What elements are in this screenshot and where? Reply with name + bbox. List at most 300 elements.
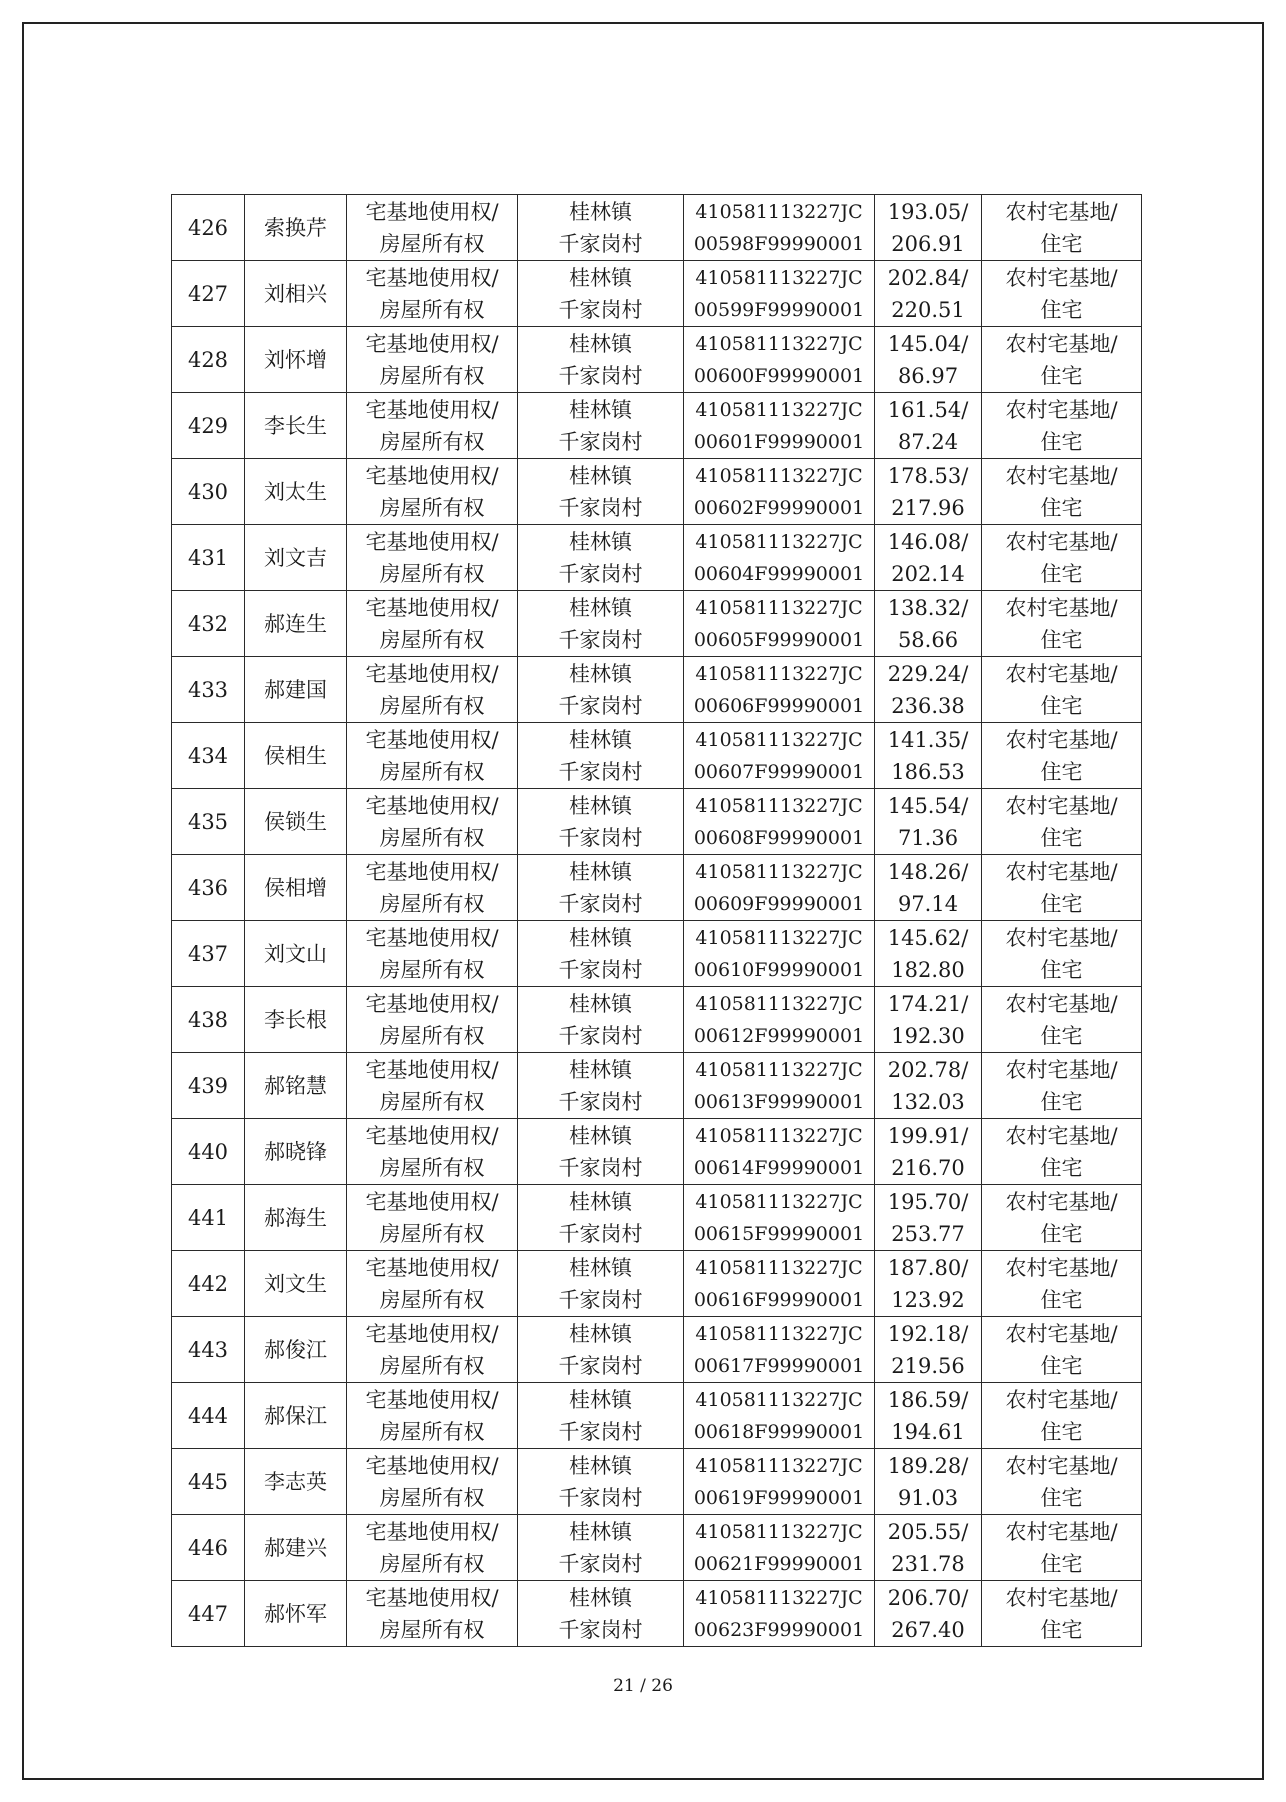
area-cell	[875, 921, 982, 987]
land-use-cell	[982, 1383, 1142, 1449]
land-use-text: 住宅	[1040, 1353, 1083, 1378]
location-text: 桂林镇	[569, 991, 632, 1016]
area-cell	[875, 525, 982, 591]
area-text: 146.08/	[887, 529, 969, 554]
holder-name-text: 刘怀增	[264, 347, 327, 372]
area-cell	[875, 459, 982, 525]
location-text: 千家岗村	[558, 693, 643, 718]
row-number-text: 428	[187, 347, 229, 372]
land-use-text: 住宅	[1040, 1551, 1083, 1576]
holder-name-cell	[245, 1185, 347, 1251]
right-type-cell	[347, 1053, 518, 1119]
area-text: 236.38	[891, 693, 965, 718]
area-cell	[875, 1317, 982, 1383]
right-type-cell	[347, 1515, 518, 1581]
land-use-cell	[982, 1119, 1142, 1185]
land-use-cell	[982, 1449, 1142, 1515]
land-use-text: 农村宅基地/	[1005, 859, 1118, 884]
land-use-text: 农村宅基地/	[1005, 991, 1118, 1016]
row-number-cell	[172, 195, 245, 261]
area-text: 267.40	[891, 1617, 965, 1642]
parcel-code-text: 410581113227JC	[695, 332, 863, 355]
holder-name-text: 郝海生	[264, 1205, 327, 1230]
land-use-text: 农村宅基地/	[1005, 793, 1118, 818]
area-text: 216.70	[891, 1155, 965, 1180]
right-type-text: 房屋所有权	[379, 363, 485, 388]
holder-name-text: 刘文生	[264, 1271, 327, 1296]
row-number-text: 442	[187, 1271, 229, 1296]
row-number-text: 426	[187, 215, 229, 240]
land-use-text: 农村宅基地/	[1005, 1519, 1118, 1544]
holder-name-text: 郝铭慧	[264, 1073, 327, 1098]
right-type-text: 房屋所有权	[379, 1287, 485, 1312]
right-type-text: 房屋所有权	[379, 429, 485, 454]
area-text: 199.91/	[887, 1123, 969, 1148]
right-type-cell	[347, 1449, 518, 1515]
area-text: 145.04/	[887, 331, 969, 356]
location-text: 桂林镇	[569, 1585, 632, 1610]
right-type-text: 宅基地使用权/	[365, 793, 499, 818]
land-use-text: 住宅	[1040, 627, 1083, 652]
area-cell	[875, 1581, 982, 1647]
land-use-text: 住宅	[1040, 495, 1083, 520]
area-text: 229.24/	[887, 661, 969, 686]
location-text: 桂林镇	[569, 1123, 632, 1148]
area-cell	[875, 1449, 982, 1515]
right-type-text: 房屋所有权	[379, 1023, 485, 1048]
land-use-cell	[982, 987, 1142, 1053]
holder-name-text: 侯相生	[264, 743, 327, 768]
location-text: 千家岗村	[558, 1419, 643, 1444]
land-use-text: 住宅	[1040, 231, 1083, 256]
holder-name-cell	[245, 657, 347, 723]
location-text: 桂林镇	[569, 1519, 632, 1544]
land-use-text: 住宅	[1040, 1089, 1083, 1114]
parcel-code-cell	[684, 525, 875, 591]
right-type-cell	[347, 1185, 518, 1251]
location-cell	[518, 855, 684, 921]
parcel-code-cell	[684, 1317, 875, 1383]
parcel-code-text: 410581113227JC	[695, 860, 863, 883]
parcel-code-text: 00608F99990001	[693, 826, 865, 849]
parcel-code-text: 00605F99990001	[693, 628, 865, 651]
area-text: 58.66	[897, 627, 959, 652]
parcel-code-text: 410581113227JC	[695, 596, 863, 619]
right-type-text: 宅基地使用权/	[365, 859, 499, 884]
land-use-text: 住宅	[1040, 1023, 1083, 1048]
row-number-cell	[172, 789, 245, 855]
right-type-cell	[347, 1383, 518, 1449]
row-number-text: 431	[187, 545, 229, 570]
row-number-text: 443	[187, 1337, 229, 1362]
row-number-cell	[172, 1383, 245, 1449]
location-text: 千家岗村	[558, 1023, 643, 1048]
area-cell	[875, 789, 982, 855]
holder-name-text: 索换芹	[264, 215, 327, 240]
location-text: 千家岗村	[558, 627, 643, 652]
location-text: 桂林镇	[569, 529, 632, 554]
holder-name-text: 侯相增	[264, 875, 327, 900]
location-text: 桂林镇	[569, 1057, 632, 1082]
land-use-text: 住宅	[1040, 1287, 1083, 1312]
land-use-text: 住宅	[1040, 1485, 1083, 1510]
right-type-cell	[347, 723, 518, 789]
parcel-code-cell	[684, 789, 875, 855]
holder-name-text: 侯锁生	[264, 809, 327, 834]
area-text: 192.30	[891, 1023, 965, 1048]
table-row	[172, 1449, 1142, 1515]
right-type-text: 宅基地使用权/	[365, 529, 499, 554]
row-number-text: 429	[187, 413, 229, 438]
location-text: 千家岗村	[558, 1221, 643, 1246]
right-type-text: 房屋所有权	[379, 1551, 485, 1576]
parcel-code-text: 00609F99990001	[693, 892, 865, 915]
holder-name-text: 郝建国	[264, 677, 327, 702]
location-text: 千家岗村	[558, 1617, 643, 1642]
holder-name-text: 刘文吉	[264, 545, 327, 570]
holder-name-cell	[245, 789, 347, 855]
right-type-text: 房屋所有权	[379, 561, 485, 586]
location-text: 千家岗村	[558, 561, 643, 586]
location-text: 桂林镇	[569, 1453, 632, 1478]
location-text: 千家岗村	[558, 297, 643, 322]
area-text: 71.36	[897, 825, 959, 850]
right-type-text: 宅基地使用权/	[365, 1321, 499, 1346]
area-text: 182.80	[891, 957, 965, 982]
area-cell	[875, 1185, 982, 1251]
land-use-cell	[982, 1185, 1142, 1251]
area-cell	[875, 1515, 982, 1581]
area-text: 132.03	[891, 1089, 965, 1114]
area-text: 178.53/	[887, 463, 969, 488]
holder-name-text: 刘相兴	[264, 281, 327, 306]
right-type-cell	[347, 525, 518, 591]
land-use-text: 农村宅基地/	[1005, 1123, 1118, 1148]
area-cell	[875, 195, 982, 261]
parcel-code-text: 410581113227JC	[695, 1388, 863, 1411]
parcel-code-text: 410581113227JC	[695, 1322, 863, 1345]
row-number-cell	[172, 1515, 245, 1581]
land-use-text: 农村宅基地/	[1005, 1255, 1118, 1280]
land-use-cell	[982, 327, 1142, 393]
land-use-text: 农村宅基地/	[1005, 463, 1118, 488]
land-use-text: 住宅	[1040, 363, 1083, 388]
location-text: 千家岗村	[558, 1551, 643, 1576]
parcel-code-cell	[684, 723, 875, 789]
parcel-code-text: 410581113227JC	[695, 1058, 863, 1081]
location-cell	[518, 1449, 684, 1515]
location-text: 千家岗村	[558, 891, 643, 916]
location-cell	[518, 1119, 684, 1185]
right-type-text: 房屋所有权	[379, 891, 485, 916]
holder-name-cell	[245, 1383, 347, 1449]
land-use-cell	[982, 921, 1142, 987]
location-cell	[518, 657, 684, 723]
land-use-text: 农村宅基地/	[1005, 331, 1118, 356]
right-type-cell	[347, 789, 518, 855]
row-number-cell	[172, 459, 245, 525]
land-use-text: 农村宅基地/	[1005, 727, 1118, 752]
right-type-cell	[347, 855, 518, 921]
area-text: 217.96	[891, 495, 965, 520]
location-text: 桂林镇	[569, 1189, 632, 1214]
location-text: 桂林镇	[569, 595, 632, 620]
area-cell	[875, 723, 982, 789]
parcel-code-text: 00623F99990001	[693, 1618, 865, 1641]
right-type-text: 房屋所有权	[379, 1617, 485, 1642]
row-number-cell	[172, 591, 245, 657]
table-row	[172, 1515, 1142, 1581]
parcel-code-cell	[684, 327, 875, 393]
location-text: 千家岗村	[558, 495, 643, 520]
parcel-code-text: 00602F99990001	[693, 496, 865, 519]
land-use-text: 农村宅基地/	[1005, 397, 1118, 422]
holder-name-cell	[245, 921, 347, 987]
table-row	[172, 921, 1142, 987]
area-text: 220.51	[891, 297, 965, 322]
land-use-cell	[982, 855, 1142, 921]
location-text: 千家岗村	[558, 1089, 643, 1114]
parcel-code-text: 410581113227JC	[695, 530, 863, 553]
holder-name-text: 李长根	[264, 1007, 327, 1032]
location-text: 桂林镇	[569, 1255, 632, 1280]
location-text: 千家岗村	[558, 363, 643, 388]
right-type-cell	[347, 591, 518, 657]
table-row	[172, 525, 1142, 591]
parcel-code-text: 00618F99990001	[693, 1420, 865, 1443]
location-cell	[518, 921, 684, 987]
right-type-text: 宅基地使用权/	[365, 265, 499, 290]
table-row	[172, 195, 1142, 261]
parcel-code-text: 410581113227JC	[695, 1256, 863, 1279]
right-type-text: 宅基地使用权/	[365, 1255, 499, 1280]
area-cell	[875, 1119, 982, 1185]
area-text: 187.80/	[887, 1255, 969, 1280]
land-use-text: 住宅	[1040, 1155, 1083, 1180]
parcel-code-cell	[684, 921, 875, 987]
right-type-text: 宅基地使用权/	[365, 1387, 499, 1412]
right-type-cell	[347, 1251, 518, 1317]
row-number-text: 447	[187, 1601, 229, 1626]
holder-name-cell	[245, 525, 347, 591]
right-type-text: 宅基地使用权/	[365, 925, 499, 950]
right-type-text: 宅基地使用权/	[365, 1189, 499, 1214]
right-type-cell	[347, 459, 518, 525]
row-number-text: 439	[187, 1073, 229, 1098]
holder-name-text: 郝晓锋	[264, 1139, 327, 1164]
right-type-text: 房屋所有权	[379, 1155, 485, 1180]
parcel-code-cell	[684, 1185, 875, 1251]
row-number-cell	[172, 657, 245, 723]
area-text: 145.54/	[887, 793, 969, 818]
holder-name-cell	[245, 1251, 347, 1317]
right-type-text: 房屋所有权	[379, 957, 485, 982]
location-cell	[518, 459, 684, 525]
holder-name-cell	[245, 195, 347, 261]
land-use-text: 住宅	[1040, 693, 1083, 718]
row-number-cell	[172, 1251, 245, 1317]
right-type-cell	[347, 195, 518, 261]
location-text: 桂林镇	[569, 199, 632, 224]
land-use-text: 农村宅基地/	[1005, 661, 1118, 686]
row-number-cell	[172, 1317, 245, 1383]
right-type-text: 房屋所有权	[379, 1353, 485, 1378]
right-type-text: 房屋所有权	[379, 759, 485, 784]
location-text: 千家岗村	[558, 957, 643, 982]
right-type-text: 宅基地使用权/	[365, 727, 499, 752]
right-type-cell	[347, 657, 518, 723]
right-type-text: 房屋所有权	[379, 1419, 485, 1444]
area-text: 206.70/	[887, 1585, 969, 1610]
location-text: 桂林镇	[569, 727, 632, 752]
area-text: 189.28/	[887, 1453, 969, 1478]
location-text: 桂林镇	[569, 265, 632, 290]
land-use-text: 农村宅基地/	[1005, 1057, 1118, 1082]
parcel-code-cell	[684, 393, 875, 459]
parcel-code-text: 410581113227JC	[695, 992, 863, 1015]
parcel-code-text: 410581113227JC	[695, 1190, 863, 1213]
row-number-cell	[172, 525, 245, 591]
right-type-text: 房屋所有权	[379, 231, 485, 256]
holder-name-cell	[245, 327, 347, 393]
location-cell	[518, 195, 684, 261]
right-type-text: 宅基地使用权/	[365, 397, 499, 422]
row-number-text: 436	[187, 875, 229, 900]
location-cell	[518, 525, 684, 591]
table-row	[172, 1317, 1142, 1383]
table-row	[172, 1251, 1142, 1317]
parcel-code-cell	[684, 195, 875, 261]
parcel-code-cell	[684, 1251, 875, 1317]
location-text: 千家岗村	[558, 1485, 643, 1510]
area-cell	[875, 327, 982, 393]
land-use-cell	[982, 1581, 1142, 1647]
area-text: 141.35/	[887, 727, 969, 752]
land-use-text: 农村宅基地/	[1005, 1585, 1118, 1610]
parcel-code-text: 00613F99990001	[693, 1090, 865, 1113]
location-text: 千家岗村	[558, 1353, 643, 1378]
location-cell	[518, 591, 684, 657]
location-cell	[518, 1317, 684, 1383]
table-row	[172, 1383, 1142, 1449]
row-number-cell	[172, 327, 245, 393]
row-number-cell	[172, 855, 245, 921]
right-type-text: 宅基地使用权/	[365, 595, 499, 620]
table-row	[172, 459, 1142, 525]
land-use-text: 住宅	[1040, 297, 1083, 322]
location-text: 千家岗村	[558, 825, 643, 850]
area-cell	[875, 657, 982, 723]
row-number-text: 441	[187, 1205, 229, 1230]
area-text: 202.84/	[887, 265, 969, 290]
location-cell	[518, 987, 684, 1053]
location-cell	[518, 1581, 684, 1647]
right-type-text: 宅基地使用权/	[365, 1519, 499, 1544]
area-text: 148.26/	[887, 859, 969, 884]
holder-name-text: 郝连生	[264, 611, 327, 636]
land-use-text: 住宅	[1040, 891, 1083, 916]
holder-name-cell	[245, 591, 347, 657]
holder-name-cell	[245, 1515, 347, 1581]
page-number: 21 / 26	[613, 1676, 673, 1696]
land-use-cell	[982, 393, 1142, 459]
location-text: 桂林镇	[569, 463, 632, 488]
table-row	[172, 987, 1142, 1053]
area-text: 174.21/	[887, 991, 969, 1016]
land-use-text: 住宅	[1040, 957, 1083, 982]
parcel-code-text: 00604F99990001	[693, 562, 865, 585]
area-text: 192.18/	[887, 1321, 969, 1346]
area-cell	[875, 1251, 982, 1317]
table-row	[172, 1185, 1142, 1251]
right-type-text: 宅基地使用权/	[365, 199, 499, 224]
parcel-code-cell	[684, 1449, 875, 1515]
area-text: 138.32/	[887, 595, 969, 620]
table-row	[172, 723, 1142, 789]
right-type-text: 宅基地使用权/	[365, 661, 499, 686]
right-type-text: 房屋所有权	[379, 693, 485, 718]
right-type-text: 房屋所有权	[379, 825, 485, 850]
table-row	[172, 1053, 1142, 1119]
table-row	[172, 393, 1142, 459]
right-type-cell	[347, 261, 518, 327]
location-text: 桂林镇	[569, 1387, 632, 1412]
land-use-text: 农村宅基地/	[1005, 595, 1118, 620]
parcel-code-text: 00610F99990001	[693, 958, 865, 981]
holder-name-cell	[245, 1317, 347, 1383]
parcel-code-text: 00621F99990001	[693, 1552, 865, 1575]
row-number-text: 430	[187, 479, 229, 504]
parcel-code-cell	[684, 657, 875, 723]
parcel-code-text: 410581113227JC	[695, 1586, 863, 1609]
right-type-cell	[347, 1581, 518, 1647]
location-cell	[518, 261, 684, 327]
parcel-code-text: 00600F99990001	[693, 364, 865, 387]
area-text: 91.03	[897, 1485, 959, 1510]
land-use-text: 住宅	[1040, 1419, 1083, 1444]
right-type-cell	[347, 393, 518, 459]
area-text: 202.78/	[887, 1057, 969, 1082]
land-use-text: 住宅	[1040, 429, 1083, 454]
right-type-text: 宅基地使用权/	[365, 991, 499, 1016]
area-cell	[875, 1053, 982, 1119]
area-text: 186.53	[891, 759, 965, 784]
land-use-text: 农村宅基地/	[1005, 529, 1118, 554]
area-text: 86.97	[897, 363, 959, 388]
holder-name-text: 郝建兴	[264, 1535, 327, 1560]
parcel-code-cell	[684, 855, 875, 921]
location-cell	[518, 789, 684, 855]
location-cell	[518, 723, 684, 789]
holder-name-text: 李长生	[264, 413, 327, 438]
area-cell	[875, 591, 982, 657]
area-cell	[875, 855, 982, 921]
parcel-code-text: 00614F99990001	[693, 1156, 865, 1179]
parcel-code-text: 410581113227JC	[695, 200, 863, 223]
right-type-text: 宅基地使用权/	[365, 1057, 499, 1082]
land-use-cell	[982, 195, 1142, 261]
row-number-text: 433	[187, 677, 229, 702]
holder-name-cell	[245, 261, 347, 327]
parcel-code-text: 410581113227JC	[695, 926, 863, 949]
holder-name-cell	[245, 1053, 347, 1119]
parcel-code-text: 00606F99990001	[693, 694, 865, 717]
parcel-code-cell	[684, 261, 875, 327]
parcel-code-text: 00617F99990001	[693, 1354, 865, 1377]
area-text: 205.55/	[887, 1519, 969, 1544]
location-cell	[518, 1053, 684, 1119]
area-text: 206.91	[891, 231, 965, 256]
